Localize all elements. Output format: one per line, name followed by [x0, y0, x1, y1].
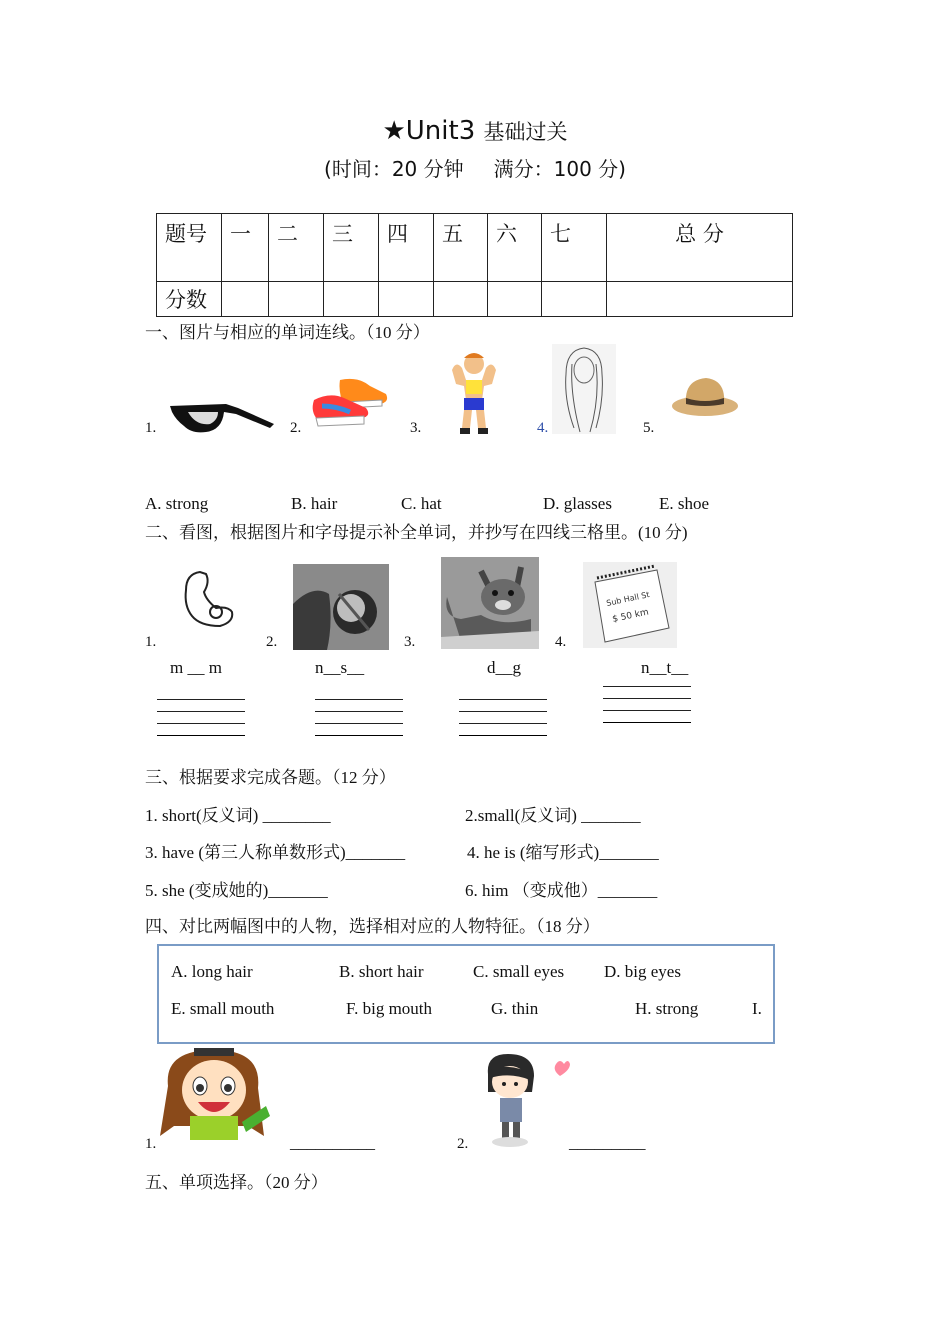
- section-3-heading: 三、根据要求完成各题。（12 分）: [145, 768, 396, 787]
- score-table: [156, 213, 793, 317]
- s4-item-number: 1.: [145, 1136, 157, 1152]
- s3-question: 3. have (第三人称单数形式)_______: [145, 843, 406, 862]
- long-hair-girl-picture: [552, 344, 616, 434]
- section-1-heading: 一、图片与相应的单词连线。（10 分）: [145, 323, 430, 342]
- s4-answer-blank[interactable]: _________: [569, 1133, 646, 1152]
- options-box: [157, 944, 775, 1044]
- s1-option: A. strong: [145, 494, 209, 513]
- s4-option: C. small eyes: [473, 962, 565, 981]
- s1-item-number: 2.: [290, 420, 302, 436]
- s1-item-number: 1.: [145, 420, 157, 436]
- s2-word-blank: m __ m: [170, 658, 222, 677]
- score-cell[interactable]: [434, 282, 488, 317]
- score-row-label: 分数: [157, 282, 222, 317]
- four-line-grid[interactable]: [157, 699, 245, 747]
- dog-picture: [441, 557, 539, 649]
- score-header-cell: 四: [379, 214, 434, 282]
- s3-question: 6. him （变成他）_______: [465, 881, 658, 900]
- s2-word-blank: n__t__: [641, 658, 689, 677]
- s2-word-blank: n__s__: [315, 658, 365, 677]
- s1-item-number: 4.: [537, 420, 549, 436]
- s2-item-number: 4.: [555, 634, 567, 650]
- s2-item-number: 2.: [266, 634, 278, 650]
- s4-option: B. short hair: [339, 962, 424, 981]
- score-header-cell: 七: [542, 214, 607, 282]
- boy-character-picture: [476, 1052, 572, 1148]
- score-header-cell: 六: [488, 214, 542, 282]
- s4-option: A. long hair: [171, 962, 253, 981]
- section-2-heading: 二、看图，根据图片和字母提示补全单词，并抄写在四线三格里。(10 分): [145, 523, 688, 542]
- score-cell[interactable]: [379, 282, 434, 317]
- shoes-picture: [310, 372, 390, 432]
- title-main: ★Unit3: [382, 116, 476, 146]
- s4-option: E. small mouth: [171, 999, 275, 1018]
- four-line-grid[interactable]: [315, 699, 403, 747]
- s4-answer-blank[interactable]: __________: [290, 1133, 375, 1152]
- s1-item-number: 5.: [643, 420, 655, 436]
- note-picture: [583, 562, 677, 648]
- score-header-cell: 二: [269, 214, 324, 282]
- page-subtitle: [0, 153, 950, 182]
- s2-item-number: 1.: [145, 634, 157, 650]
- s1-option: B. hair: [291, 494, 338, 513]
- svg-text:$ 50 km: $ 50 km: [611, 607, 650, 625]
- girl-character-picture: [154, 1046, 274, 1142]
- page-title: [0, 116, 950, 146]
- s2-word-blank: d__g: [487, 658, 521, 677]
- s1-option: E. shoe: [659, 494, 710, 513]
- four-line-grid[interactable]: [459, 699, 547, 747]
- full-score-text: 满分：100 分): [493, 157, 626, 181]
- mom-picture: [170, 566, 242, 636]
- s2-item-number: 3.: [404, 634, 416, 650]
- score-cell[interactable]: [324, 282, 379, 317]
- s1-item-number: 3.: [410, 420, 422, 436]
- section-4-heading: 四、对比两幅图中的人物，选择相对应的人物特征。（18 分）: [145, 917, 600, 936]
- score-header-cell: 总 分: [607, 214, 793, 282]
- strong-man-picture: [448, 350, 500, 436]
- s3-question: 2.small(反义词) _______: [465, 806, 641, 825]
- score-header-cell: 三: [324, 214, 379, 282]
- score-header-cell: 五: [434, 214, 488, 282]
- section-5-heading: 五、单项选择。（20 分）: [145, 1173, 328, 1192]
- score-cell[interactable]: [488, 282, 542, 317]
- score-header-cell: 一: [222, 214, 269, 282]
- s4-option: G. thin: [491, 999, 539, 1018]
- s4-option: I.: [752, 999, 762, 1018]
- s4-option: F. big mouth: [346, 999, 433, 1018]
- score-header-cell: 题号: [157, 214, 222, 282]
- four-line-grid[interactable]: [603, 686, 691, 734]
- s1-option: C. hat: [401, 494, 442, 513]
- time-text: (时间：20 分钟: [324, 157, 464, 181]
- svg-text:Sub Hall St: Sub Hall St: [605, 590, 651, 608]
- s4-option: D. big eyes: [604, 962, 681, 981]
- s3-question: 1. short(反义词) ________: [145, 806, 331, 825]
- s4-option: H. strong: [635, 999, 699, 1018]
- s1-option: D. glasses: [543, 494, 612, 513]
- hat-picture: [670, 374, 740, 418]
- score-cell[interactable]: [607, 282, 793, 317]
- s3-question: 4. he is (缩写形式)_______: [467, 843, 659, 862]
- score-cell[interactable]: [222, 282, 269, 317]
- title-cn: 基础过关: [483, 120, 568, 144]
- s4-item-number: 2.: [457, 1136, 469, 1152]
- score-cell[interactable]: [269, 282, 324, 317]
- s3-question: 5. she (变成她的)_______: [145, 881, 328, 900]
- score-cell[interactable]: [542, 282, 607, 317]
- nose-picture: [293, 564, 389, 650]
- glasses-picture: [166, 398, 276, 438]
